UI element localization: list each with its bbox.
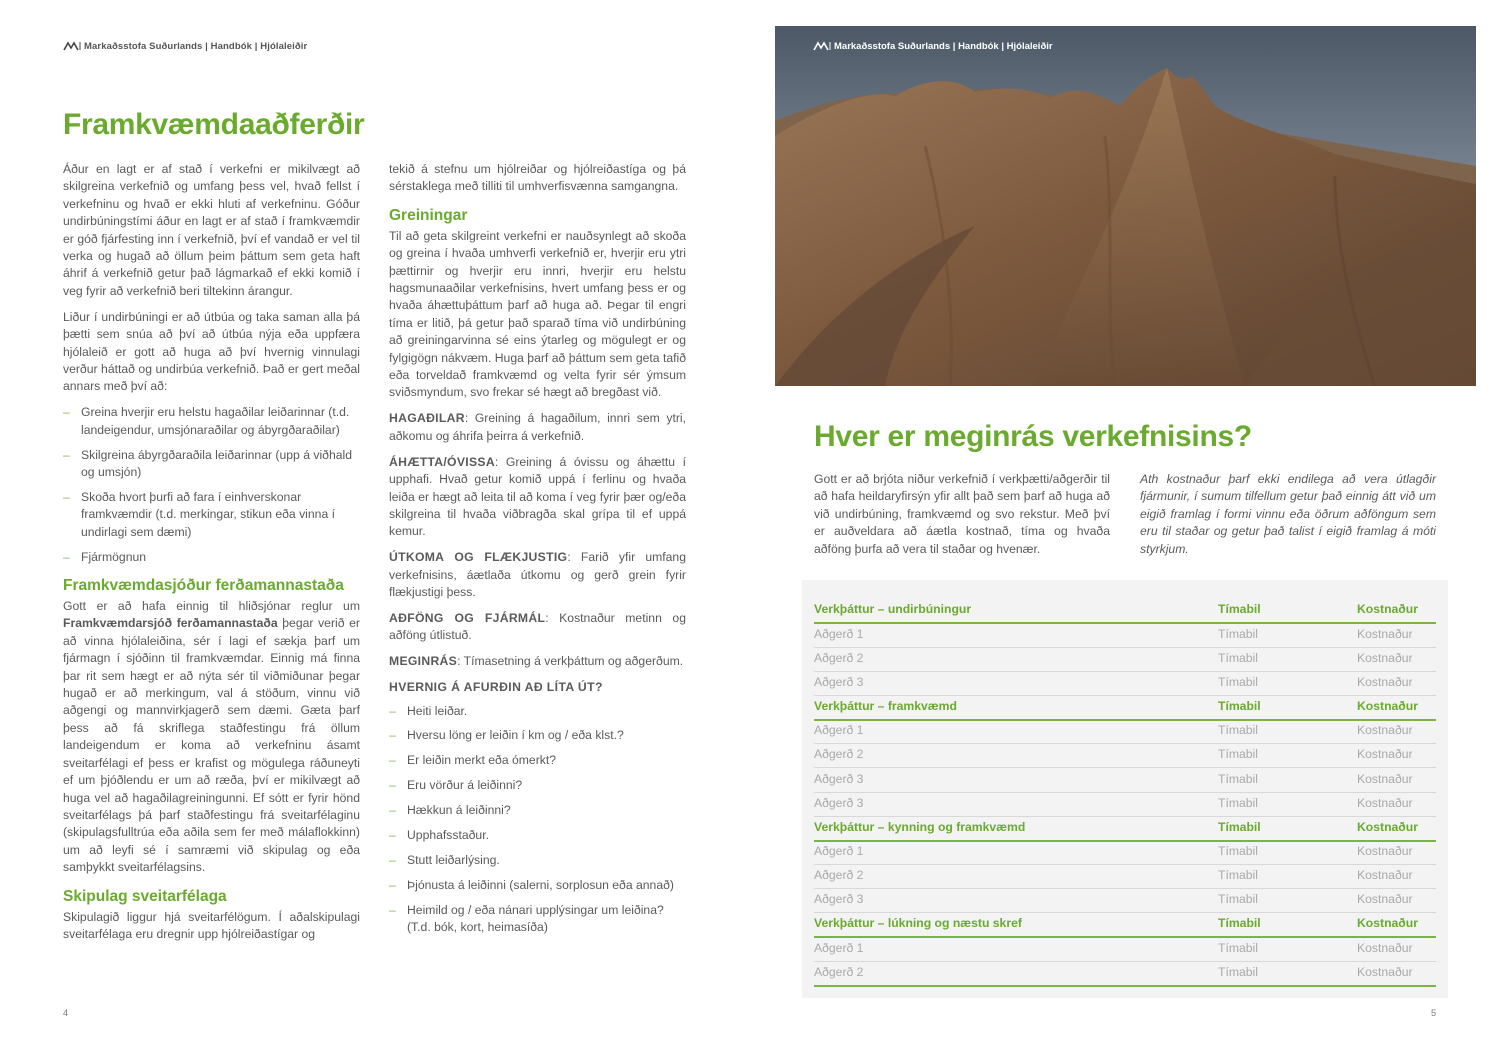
definition-outcome xyxy=(389,549,686,601)
left-column-2 xyxy=(389,161,686,944)
plan-table xyxy=(802,580,1448,998)
product-list xyxy=(389,703,686,937)
list-item: – Greina hverjir eru helstu hagaðilar leiðarinnar (t.d. landeigendur, umsjónaraðilar og ábyrgðaraðilar) xyxy=(63,404,360,439)
period-cell: Tímabil xyxy=(1218,723,1258,737)
right-column-1 xyxy=(814,471,1110,558)
period-cell: Tímabil xyxy=(1218,627,1258,641)
running-header-text: Markaðsstofa Suðurlands | Handbók | Hjólaleiðir xyxy=(84,41,308,52)
period-cell: Tímabil xyxy=(1218,965,1258,979)
table-row xyxy=(814,719,1436,744)
list-item: – Hækkun á leiðinni? xyxy=(389,802,686,819)
definition: : Farið yfir umfang verkefnisins, áætlaða útkomu og gerð grein fyrir flækjustigi þess. xyxy=(389,550,686,600)
list-item: – Skoða hvort þurfi að fara í einhverskonar framkvæmdir (t.d. merkingar, stikun eða vinna í undirlagi sem dæmi) xyxy=(63,489,360,541)
text-run: þegar verið er að vinna hjólaleiðina, sér í lagi ef sækja þarf um fjármagn í sjóðinn til framkvæmdar. Einnig má finna þar rit sem hægt er að nýta sér til viðmiðunar þegar hugað er að merkingum, val á stöðum, vinnu við aðgengi og mannvirkjagerð sem dæmi. Gæta þarf þess að fá skriflega staðfestingu frá öllum landeigendum er koma að verkefninu ásamt sveitarfélagi ef þess er krafist og mögulega ráðuneyti ef um þjóðlendu er um að ræða, því er mikilvægt að huga vel að hagaðilagreiningunni. Ef sótt er fyrir hönd sveitarfélags þá þarf staðfestingu frá sveitarfélaginu (skipulagsfulltrúa eða aðila sem fer með málaflokkinn) um að leyfi sé í samræmi við skipulag og eða samþykkt sveitarfélagsins. xyxy=(63,616,360,875)
table-row xyxy=(814,768,1436,793)
list-item: – Eru vörður á leiðinni? xyxy=(389,777,686,794)
definition: : Greining á óvissu og áhættu í upphafi. Hvað getur komið uppá í ferlinu og hvaða leiða er hægt að leita til að koma í veg fyrir þær og/eða skilgreina til hvaða viðbragða skal grípa til ef uppá kemur. xyxy=(389,454,686,539)
definition: : Greining á hagaðilum, innri sem ytri, aðkomu og áhrifa þeirra á verkefnið. xyxy=(389,411,686,443)
page-number-left: 4 xyxy=(63,1008,69,1018)
task-cell: Aðgerð 2 xyxy=(814,965,864,979)
cost-cell: Kostnaður xyxy=(1357,965,1413,979)
table-row xyxy=(814,598,1436,624)
table-row xyxy=(814,937,1436,962)
question-heading: HVERNIG Á AFURÐIN AÐ LÍTA ÚT? xyxy=(389,680,603,695)
section-heading-fund: Framkvæmdasjóður ferðamannastaða xyxy=(63,577,344,595)
list-item: – Stutt leiðarlýsing. xyxy=(389,852,686,869)
paragraph: tekið á stefnu um hjólreiðar og hjólreiðastíga og þá sérstaklega með tilliti til umhverfisvænna samgangna. xyxy=(389,162,686,194)
list-item: – Skilgreina ábyrgðaraðila leiðarinnar (upp á viðhald og umsjón) xyxy=(63,447,360,482)
table-row xyxy=(814,864,1436,889)
text-run: Gott er að hafa einnig til hliðsjónar reglur um xyxy=(63,599,360,614)
cost-cell: Kostnaður xyxy=(1357,868,1413,882)
task-cell: Aðgerð 1 xyxy=(814,941,864,955)
period-cell: Tímabil xyxy=(1218,772,1258,786)
left-column-1 xyxy=(63,161,360,952)
running-header-text: Markaðsstofa Suðurlands | Handbók | Hjólaleiðir xyxy=(834,41,1053,52)
logo-icon xyxy=(63,41,81,51)
task-cell: Verkþáttur – kynning og framkvæmd xyxy=(814,820,1026,834)
cost-cell: Kostnaður xyxy=(1357,602,1418,616)
running-header-right xyxy=(813,41,1053,52)
list-item: – Fjármögnun xyxy=(63,549,360,566)
table-row xyxy=(814,961,1436,987)
table-row xyxy=(814,695,1436,721)
task-cell: Aðgerð 1 xyxy=(814,627,864,641)
period-cell: Tímabil xyxy=(1218,675,1258,689)
task-cell: Aðgerð 3 xyxy=(814,892,864,906)
paragraph xyxy=(63,598,360,877)
cost-cell: Kostnaður xyxy=(1357,844,1413,858)
cost-cell: Kostnaður xyxy=(1357,772,1413,786)
period-cell: Tímabil xyxy=(1218,916,1261,930)
task-cell: Verkþáttur – lúkning og næstu skref xyxy=(814,916,1022,930)
table-row xyxy=(814,647,1436,672)
task-cell: Aðgerð 3 xyxy=(814,796,864,810)
list-item: – Hversu löng er leiðin í km og / eða klst.? xyxy=(389,727,686,744)
paragraph: Til að geta skilgreint verkefni er nauðsynlegt að skoða og greina í hvaða umhverfi verkefnið er, hverjir eru ytri þættirnir og hverjir eru innri, hverjir eru helstu hagsmunaaðilar verkefnisins, hvert umfang þess er og hvaða áhættuþáttum þarf að huga að. Þegar til engri tíma er litið, þá getur það sparað tíma við undirbúning að greiningarvinna sé eins ýtarleg og mögulegt er og fylgigögn nákvæm. Huga þarf að þáttum sem geta tafið eða torveldað framkvæmd og velta fyrir sér ýmsum sviðsmyndum, svo frekar sé hægt að bregðast við. xyxy=(389,228,686,400)
task-cell: Verkþáttur – undirbúningur xyxy=(814,602,972,616)
section-heading-planning: Skipulag sveitarfélaga xyxy=(63,887,227,905)
cost-cell: Kostnaður xyxy=(1357,820,1418,834)
definition: : Kostnaður metinn og aðföng útlistuð. xyxy=(389,610,686,643)
task-cell: Aðgerð 3 xyxy=(814,675,864,689)
definition-mainline xyxy=(389,653,686,670)
cost-cell: Kostnaður xyxy=(1357,627,1413,641)
definition-stakeholders xyxy=(389,410,686,445)
task-cell: Aðgerð 1 xyxy=(814,723,864,737)
cost-cell: Kostnaður xyxy=(1357,916,1418,930)
term: HAGAÐILAR xyxy=(389,411,465,426)
cost-cell: Kostnaður xyxy=(1357,723,1413,737)
table-row xyxy=(814,623,1436,648)
table-row xyxy=(814,888,1436,913)
cost-cell: Kostnaður xyxy=(1357,699,1418,713)
cost-cell: Kostnaður xyxy=(1357,796,1413,810)
task-cell: Aðgerð 2 xyxy=(814,651,864,665)
page-number-right: 5 xyxy=(1431,1008,1437,1018)
table-row xyxy=(814,743,1436,768)
term: MEGINRÁS xyxy=(389,654,458,669)
cost-cell: Kostnaður xyxy=(1357,675,1413,689)
task-cell: Aðgerð 2 xyxy=(814,747,864,761)
list-item: – Heiti leiðar. xyxy=(389,703,686,720)
paragraph: Gott er að brjóta niður verkefnið í verkþætti/aðgerðir til að hafa heildaryfirsýn yfir allt það sem þarf að huga að við undirbúning, framkvæmd og svo rekstur. Með því er auðveldara að áætla kostnað, tíma og hvaða aðföng þurfa að vera til staðar og hvenær. xyxy=(814,472,1110,556)
task-cell: Aðgerð 1 xyxy=(814,844,864,858)
cost-cell: Kostnaður xyxy=(1357,941,1413,955)
term: ÁHÆTTA/ÓVISSA xyxy=(389,454,495,469)
task-cell: Aðgerð 2 xyxy=(814,868,864,882)
period-cell: Tímabil xyxy=(1218,699,1261,713)
period-cell: Tímabil xyxy=(1218,747,1258,761)
cost-cell: Kostnaður xyxy=(1357,651,1413,665)
table-row xyxy=(814,671,1436,696)
definition-resources xyxy=(389,610,686,645)
note-paragraph: Ath kostnaður þarf ekki endilega að vera útlagðir fjármunir, í sumum tilfellum getur það einnig átt við um eigið framlag í formi vinnu eða öðrum aðföngum sem eru til staðar og getur það talist í eigið framlag á móti styrkjum. xyxy=(1140,472,1436,556)
table-row xyxy=(814,912,1436,938)
definition: : Tímasetning á verkþáttum og aðgerðum. xyxy=(457,654,684,669)
mountain-photo xyxy=(775,26,1476,386)
table-row xyxy=(814,792,1436,817)
list-item: – Upphafsstaður. xyxy=(389,827,686,844)
list-item: – Er leiðin merkt eða ómerkt? xyxy=(389,752,686,769)
period-cell: Tímabil xyxy=(1218,602,1261,616)
preparation-list xyxy=(63,404,360,566)
period-cell: Tímabil xyxy=(1218,868,1258,882)
period-cell: Tímabil xyxy=(1218,651,1258,665)
paragraph: Liður í undirbúningi er að útbúa og taka saman alla þá þætti sem snúa að því að útbúa nýja eða uppfæra hjólaleið er gott að huga að því hvernig vinnulagi verður háttað og undirbúa verkefnið. Það er gert meðal annars með því að: xyxy=(63,309,360,394)
cost-cell: Kostnaður xyxy=(1357,892,1413,906)
term: ÚTKOMA OG FLÆKJUSTIG xyxy=(389,550,568,565)
list-item: – Þjónusta á leiðinni (salerni, sorplosun eða annað) xyxy=(389,877,686,894)
period-cell: Tímabil xyxy=(1218,941,1258,955)
task-cell: Aðgerð 3 xyxy=(814,772,864,786)
list-item: – Heimild og / eða nánari upplýsingar um leiðina? (T.d. bók, kort, heimasíða) xyxy=(389,902,686,937)
table-row xyxy=(814,816,1436,842)
section-heading-analysis: Greiningar xyxy=(389,206,468,224)
bold-text-run: Framkvæmdarsjóð ferðamannastaða xyxy=(63,616,278,631)
period-cell: Tímabil xyxy=(1218,796,1258,810)
paragraph: Skipulagið liggur hjá sveitarfélögum. Í aðalskipulagi sveitarfélaga eru dregnir upp hjólreiðastígar og xyxy=(63,909,360,941)
period-cell: Tímabil xyxy=(1218,844,1258,858)
table-row xyxy=(814,840,1436,865)
paragraph: Áður en lagt er af stað í verkefni er mikilvægt að skilgreina verkefnið og umfang þess vel, hvað fellst í verkefninu og hvað er ekki hluti af verkefninu. Góður undirbúningstími áður en lagt er af stað í framkvæmdir er góð fjárfesting inn í verkefnið, því ef vandað er vel til verka og hugað að öllum þeim þáttum sem geta haft áhrif á verkefnið getur það lágmarkað ef ekki komið í veg fyrir að verkefnið beri tiltekinn árangur. xyxy=(63,162,360,298)
cost-cell: Kostnaður xyxy=(1357,747,1413,761)
logo-icon xyxy=(813,41,831,51)
page-title-left: Framkvæmdaaðferðir xyxy=(63,108,365,141)
period-cell: Tímabil xyxy=(1218,892,1258,906)
period-cell: Tímabil xyxy=(1218,820,1261,834)
definition-risk xyxy=(389,454,686,541)
right-column-2 xyxy=(1140,471,1436,558)
task-cell: Verkþáttur – framkvæmd xyxy=(814,699,957,713)
running-header-left xyxy=(63,41,307,52)
term: AÐFÖNG OG FJÁRMÁL xyxy=(389,610,546,625)
page-title-right: Hver er meginrás verkefnisins? xyxy=(814,420,1252,453)
